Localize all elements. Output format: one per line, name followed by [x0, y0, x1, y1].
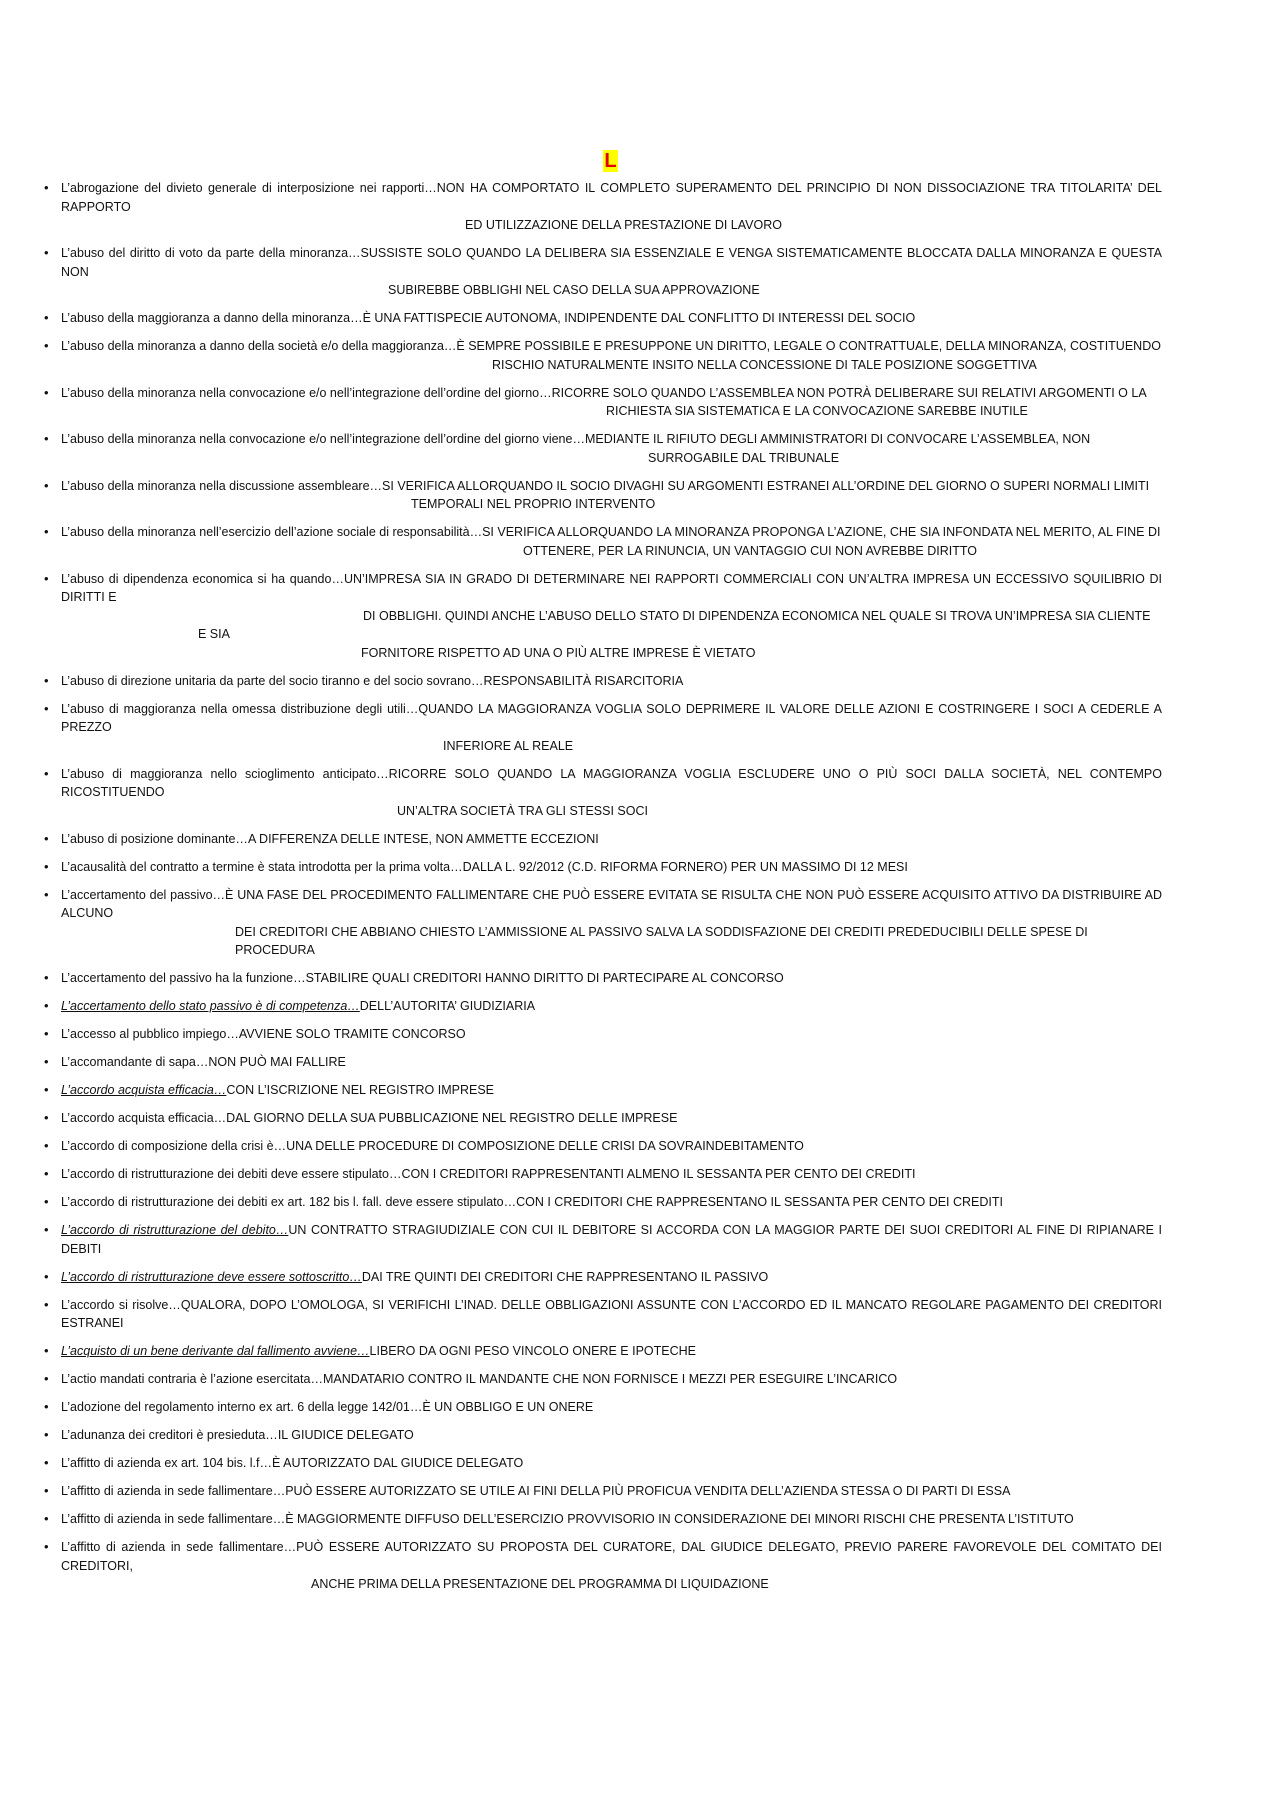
entry-question: L’abuso della maggioranza a danno della minoranza… — [61, 311, 363, 325]
entry-question: L’abuso di dipendenza economica si ha quando… — [61, 571, 344, 586]
entry-question: L’abuso della minoranza nella discussione assembleare… — [61, 478, 383, 493]
entry-answer: CON I CREDITORI RAPPRESENTANTI ALMENO IL SESSANTA PER CENTO DEI CREDITI — [401, 1167, 916, 1181]
list-item — [44, 1025, 1162, 1044]
entry-answer: CON L’ISCRIZIONE NEL REGISTRO IMPRESE — [226, 1083, 495, 1097]
entry-answer: LIBERO DA OGNI PESO VINCOLO ONERE E IPOTECHE — [369, 1344, 697, 1358]
list-item — [44, 969, 1162, 988]
entry-question: L’accordo acquista efficacia… — [61, 1083, 227, 1097]
section-letter: L — [604, 150, 617, 172]
entry-question: L’accesso al pubblico impiego… — [61, 1027, 239, 1041]
entry-answer: RICORRE SOLO QUANDO LA MAGGIORANZA VOGLIA ESCLUDERE UNO O PIÙ SOCI DALLA SOCIETÀ, NEL CONTEMPO RICOSTITUENDO — [61, 766, 1162, 799]
entry-question: L’acquisto di un bene derivante dal fallimento avviene… — [61, 1344, 370, 1358]
entry-question: L’abuso della minoranza nella convocazione e/o nell’integrazione dell’ordine del giorno… — [61, 385, 552, 400]
entry-question: L’abuso del diritto di voto da parte della minoranza… — [61, 246, 361, 260]
entry-answer: È UNA FASE DEL PROCEDIMENTO FALLIMENTARE CHE PUÒ ESSERE EVITATA SE RISULTA CHE NON PUÒ ESSERE ACQUISITO ATTIVO DA DISTRIBUIRE AD ALCUNO — [61, 887, 1163, 920]
entry-question: L’accertamento dello stato passivo è di competenza… — [61, 999, 360, 1013]
entry-answer: DAL GIORNO DELLA SUA PUBBLICAZIONE NEL REGISTRO DELLE IMPRESE — [226, 1111, 678, 1125]
list-item — [44, 1426, 1162, 1445]
entry-question: L’abuso della minoranza nell’esercizio dell’azione sociale di responsabilità… — [61, 525, 483, 539]
list-item — [44, 244, 1162, 300]
entry-answer: DELL’AUTORITA’ GIUDIZIARIA — [359, 999, 536, 1013]
list-item — [44, 1268, 1162, 1287]
entry-answer: RICORRE SOLO QUANDO L’ASSEMBLEA NON POTRÀ DELIBERARE SUI RELATIVI ARGOMENTI O LA — [551, 385, 1147, 400]
list-item — [44, 700, 1162, 756]
entry-question: L’accordo di composizione della crisi è… — [61, 1139, 287, 1153]
entry-answer: MEDIANTE IL RIFIUTO DEGLI AMMINISTRATORI DI CONVOCARE L’ASSEMBLEA, NON — [584, 432, 1091, 446]
list-item — [44, 1193, 1162, 1212]
entry-question: L’affitto di azienda in sede fallimentare… — [61, 1484, 286, 1498]
list-item — [44, 1398, 1162, 1417]
list-item — [44, 309, 1162, 328]
list-item — [44, 1296, 1162, 1333]
list-item — [44, 1538, 1162, 1594]
entry-answer: UN’IMPRESA SIA IN GRADO DI DETERMINARE NEI RAPPORTI COMMERCIALI CON UN’ALTRA IMPRESA UN ECCESSIVO SQUILIBRIO DI DIRITTI E — [61, 571, 1162, 604]
entry-answer: PUÒ ESSERE AUTORIZZATO SE UTILE AI FINI DELLA PIÙ PROFICUA VENDITA DELL’AZIENDA STESSA O DI PARTI DI ESSA — [285, 1484, 1011, 1498]
entry-continuation: RISCHIO NATURALMENTE INSITO NELLA CONCESSIONE DI TALE POSIZIONE SOGGETTIVA — [492, 357, 1037, 372]
entry-answer: UNA DELLE PROCEDURE DI COMPOSIZIONE DELLE CRISI DA SOVRAINDEBITAMENTO — [286, 1139, 804, 1153]
list-item — [44, 1109, 1162, 1128]
entry-answer: CON I CREDITORI CHE RAPPRESENTANO IL SESSANTA PER CENTO DEI CREDITI — [516, 1195, 1003, 1209]
entry-continuation: DEI CREDITORI CHE ABBIANO CHIESTO L’AMMISSIONE AL PASSIVO SALVA LA SODDISFAZIONE DEI CREDITI PREDEDUCIBILI DELLE SPESE DI PROCEDURA — [235, 924, 1088, 957]
entry-question: L’actio mandati contraria è l’azione esercitata… — [61, 1372, 323, 1386]
entry-question: L’abuso di posizione dominante… — [61, 831, 248, 846]
list-item — [44, 1053, 1162, 1072]
entry-answer: DALLA L. 92/2012 (C.D. RIFORMA FORNERO) PER UN MASSIMO DI 12 MESI — [462, 859, 908, 874]
entry-answer: È SEMPRE POSSIBILE E PRESUPPONE UN DIRITTO, LEGALE O CONTRATTUALE, DELLA MINORANZA, COSTITUENDO — [456, 339, 1161, 353]
entry-answer: NON HA COMPORTATO IL COMPLETO SUPERAMENTO DEL PRINCIPIO DI NON DISSOCIAZIONE TRA TITOLARITA’ DEL RAPPORTO — [61, 181, 1162, 214]
entry-answer: MANDATARIO CONTRO IL MANDANTE CHE NON FORNISCE I MEZZI PER ESEGUIRE L’INCARICO — [322, 1372, 898, 1386]
entry-continuation: FORNITORE RISPETTO AD UNA O PIÙ ALTRE IMPRESE È VIETATO — [361, 645, 756, 660]
entry-question: L’abuso di direzione unitaria da parte del socio tiranno e del socio sovrano… — [61, 673, 484, 688]
list-item — [44, 570, 1162, 663]
entry-continuation: TEMPORALI NEL PROPRIO INTERVENTO — [411, 497, 656, 511]
entry-question: L’accordo di ristrutturazione dei debiti deve essere stipulato… — [61, 1167, 402, 1181]
entry-question: L’affitto di azienda in sede fallimentare… — [61, 1540, 297, 1554]
entry-answer: NON PUÒ MAI FALLIRE — [208, 1055, 346, 1069]
entry-question: L’accordo acquista efficacia… — [61, 1111, 227, 1125]
entry-question: L’accordo si risolve… — [61, 1297, 181, 1312]
list-item — [44, 858, 1162, 877]
entry-continuation: OTTENERE, PER LA RINUNCIA, UN VANTAGGIO CUI NON AVREBBE DIRITTO — [523, 543, 978, 558]
entry-question: L’adunanza dei creditori è presieduta… — [61, 1428, 278, 1442]
list-item — [44, 1510, 1162, 1529]
entry-answer: A DIFFERENZA DELLE INTESE, NON AMMETTE ECCEZIONI — [247, 831, 599, 846]
list-item — [44, 523, 1162, 560]
entry-continuation: ANCHE PRIMA DELLA PRESENTAZIONE DEL PROGRAMMA DI LIQUIDAZIONE — [311, 1577, 769, 1591]
list-item — [44, 672, 1162, 691]
entry-answer: È MAGGIORMENTE DIFFUSO DELL’ESERCIZIO PROVVISORIO IN CONSIDERAZIONE DEI MINORI RISCHI CHE PRESENTA L’ISTITUTO — [285, 1512, 1074, 1526]
list-item — [44, 179, 1162, 235]
entry-answer: PUÒ ESSERE AUTORIZZATO SU PROPOSTA DEL CURATORE, DAL GIUDICE DELEGATO, PREVIO PARERE FAVOREVOLE DEL COMITATO DEI CREDITORI, — [61, 1540, 1162, 1573]
list-item — [44, 1165, 1162, 1184]
list-item — [44, 430, 1162, 467]
entry-answer: QUANDO LA MAGGIORANZA VOGLIA SOLO DEPRIMERE IL VALORE DELLE AZIONI E COSTRINGERE I SOCI A CEDERLE A PREZZO — [61, 701, 1162, 734]
list-item — [44, 384, 1162, 421]
entry-answer: È AUTORIZZATO DAL GIUDICE DELEGATO — [272, 1456, 524, 1470]
list-item — [44, 1454, 1162, 1473]
list-item — [44, 830, 1162, 849]
entry-question: L’accomandante di sapa… — [61, 1055, 209, 1069]
entry-question: L’abuso di maggioranza nello scioglimento anticipato… — [61, 766, 389, 781]
list-item — [44, 765, 1162, 821]
list-item — [44, 1221, 1162, 1258]
list-item — [44, 1482, 1162, 1501]
entry-question: L’abuso della minoranza a danno della società e/o della maggioranza… — [61, 339, 457, 353]
entry-continuation: ED UTILIZZAZIONE DELLA PRESTAZIONE DI LAVORO — [465, 218, 782, 232]
entry-question: L’accertamento del passivo… — [61, 887, 226, 902]
entry-answer: SUSSISTE SOLO QUANDO LA DELIBERA SIA ESSENZIALE E VENGA SISTEMATICAMENTE BLOCCATA DALLA MINORANZA E QUESTA NON — [61, 246, 1162, 279]
entry-question: L’abuso di maggioranza nella omessa distribuzione degli utili… — [61, 701, 419, 716]
entry-question: L’affitto di azienda in sede fallimentare… — [61, 1512, 286, 1526]
entry-answer: UN CONTRATTO STRAGIUDIZIALE CON CUI IL DEBITORE SI ACCORDA CON LA MAGGIOR PARTE DEI SUOI CREDITORI AL FINE DI RIPIANARE I DEBITI — [61, 1223, 1162, 1256]
entry-question: L’adozione del regolamento interno ex art. 6 della legge 142/01… — [61, 1400, 423, 1414]
entry-continuation: SURROGABILE DAL TRIBUNALE — [648, 450, 840, 465]
entry-question: L’affitto di azienda ex art. 104 bis. l.f… — [61, 1456, 273, 1470]
entry-question: L’accordo di ristrutturazione dei debiti ex art. 182 bis l. fall. deve essere stipulato… — [61, 1195, 517, 1209]
entry-question: L’abrogazione del divieto generale di interposizione nei rapporti… — [61, 181, 437, 195]
entry-continuation: UN’ALTRA SOCIETÀ TRA GLI STESSI SOCI — [397, 803, 648, 818]
list-item — [44, 1137, 1162, 1156]
list-item — [44, 997, 1162, 1016]
list-item — [44, 477, 1162, 514]
list-item — [44, 886, 1162, 960]
entry-answer: DAI TRE QUINTI DEI CREDITORI CHE RAPPRESENTANO IL PASSIVO — [361, 1269, 769, 1284]
entry-continuation: INFERIORE AL REALE — [443, 738, 574, 753]
entry-continuation: E SIA — [198, 627, 230, 641]
entry-list — [44, 179, 1162, 1603]
entry-question: L’acausalità del contratto a termine è stata introdotta per la prima volta… — [61, 859, 463, 874]
entry-continuation: SUBIREBBE OBBLIGHI NEL CASO DELLA SUA APPROVAZIONE — [388, 283, 760, 297]
entry-question: L’accordo di ristrutturazione del debito… — [61, 1223, 289, 1237]
list-item — [44, 1370, 1162, 1389]
entry-answer: SI VERIFICA ALLORQUANDO LA MINORANZA PROPONGA L’AZIONE, CHE SIA INFONDATA NEL MERITO, AL FINE DI — [482, 525, 1161, 539]
entry-answer: È UNA FATTISPECIE AUTONOMA, INDIPENDENTE DAL CONFLITTO DI INTERESSI DEL SOCIO — [362, 311, 916, 325]
entry-answer: AVVIENE SOLO TRAMITE CONCORSO — [238, 1027, 466, 1041]
entry-answer: STABILIRE QUALI CREDITORI HANNO DIRITTO DI PARTECIPARE AL CONCORSO — [305, 971, 784, 985]
entry-question: L’accertamento del passivo ha la funzione… — [61, 971, 306, 985]
entry-continuation: RICHIESTA SIA SISTEMATICA E LA CONVOCAZIONE SAREBBE INUTILE — [606, 404, 1028, 418]
list-item — [44, 1342, 1162, 1361]
list-item — [44, 337, 1162, 374]
entry-answer: QUALORA, DOPO L’OMOLOGA, SI VERIFICHI L’INAD. DELLE OBBLIGAZIONI ASSUNTE CON L’ACCORDO ED IL MANCATO REGOLARE PAGAMENTO DEI CREDITORI ESTRANEI — [61, 1297, 1162, 1330]
entry-answer: È UN OBBLIGO E UN ONERE — [422, 1400, 594, 1414]
entry-question: L’abuso della minoranza nella convocazione e/o nell’integrazione dell’ordine del giorno viene… — [61, 432, 585, 446]
entry-answer: IL GIUDICE DELEGATO — [277, 1428, 414, 1442]
entry-continuation: DI OBBLIGHI. QUINDI ANCHE L’ABUSO DELLO STATO DI DIPENDENZA ECONOMICA NEL QUALE SI TROVA UN’IMPRESA SIA CLIENTE — [363, 608, 1151, 623]
entry-answer: RESPONSABILITÀ RISARCITORIA — [483, 673, 684, 688]
list-item — [44, 1081, 1162, 1100]
entry-answer: SI VERIFICA ALLORQUANDO IL SOCIO DIVAGHI SU ARGOMENTI ESTRANEI ALL’ORDINE DEL GIORNO O SUPERI NORMALI LIMITI — [382, 478, 1150, 493]
entry-question: L’accordo di ristrutturazione deve essere sottoscritto… — [61, 1269, 362, 1284]
